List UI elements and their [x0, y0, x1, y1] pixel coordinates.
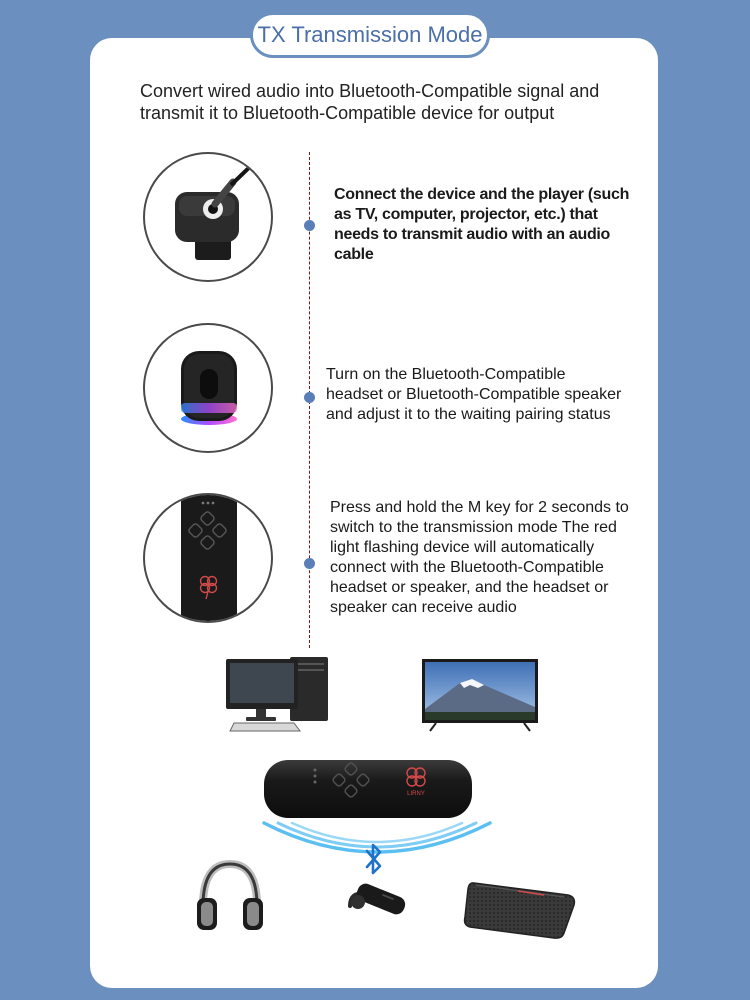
portable-speaker-icon — [460, 875, 582, 943]
step-1-text: Connect the device and the player (such as TV, computer, projector, etc.) that needs to transmit audio with an audio cable — [334, 186, 630, 263]
transmitter-device — [262, 756, 474, 822]
step-3-text: Press and hold the M key for 2 seconds to switch to the transmission mode The red light flashing device will automatically connect with the Bluetooth-Compatible headset or speaker, and the headset or speaker can receive audio — [330, 499, 629, 616]
timeline-dot — [304, 220, 315, 231]
step-1-image — [143, 152, 273, 282]
tv-icon — [420, 657, 540, 733]
step-3-image — [143, 493, 273, 623]
timeline-dot — [304, 558, 315, 569]
page-title: TX Transmission Mode — [250, 12, 490, 58]
step-2-image — [143, 323, 273, 453]
timeline-dot — [304, 392, 315, 403]
bluetooth-icon — [363, 842, 385, 876]
bluetooth-earpiece-icon — [342, 882, 408, 934]
headphones-icon — [193, 856, 267, 936]
intro-text: Convert wired audio into Bluetooth-Compatible signal and transmit it to Bluetooth-Compatible device for output — [140, 81, 600, 123]
step-2-text: Turn on the Bluetooth-Compatible headset or Bluetooth-Compatible speaker and adjust it to the waiting pairing status — [326, 366, 622, 423]
device-logo-text: LIRNY — [407, 791, 425, 797]
desktop-computer-icon — [222, 655, 332, 735]
